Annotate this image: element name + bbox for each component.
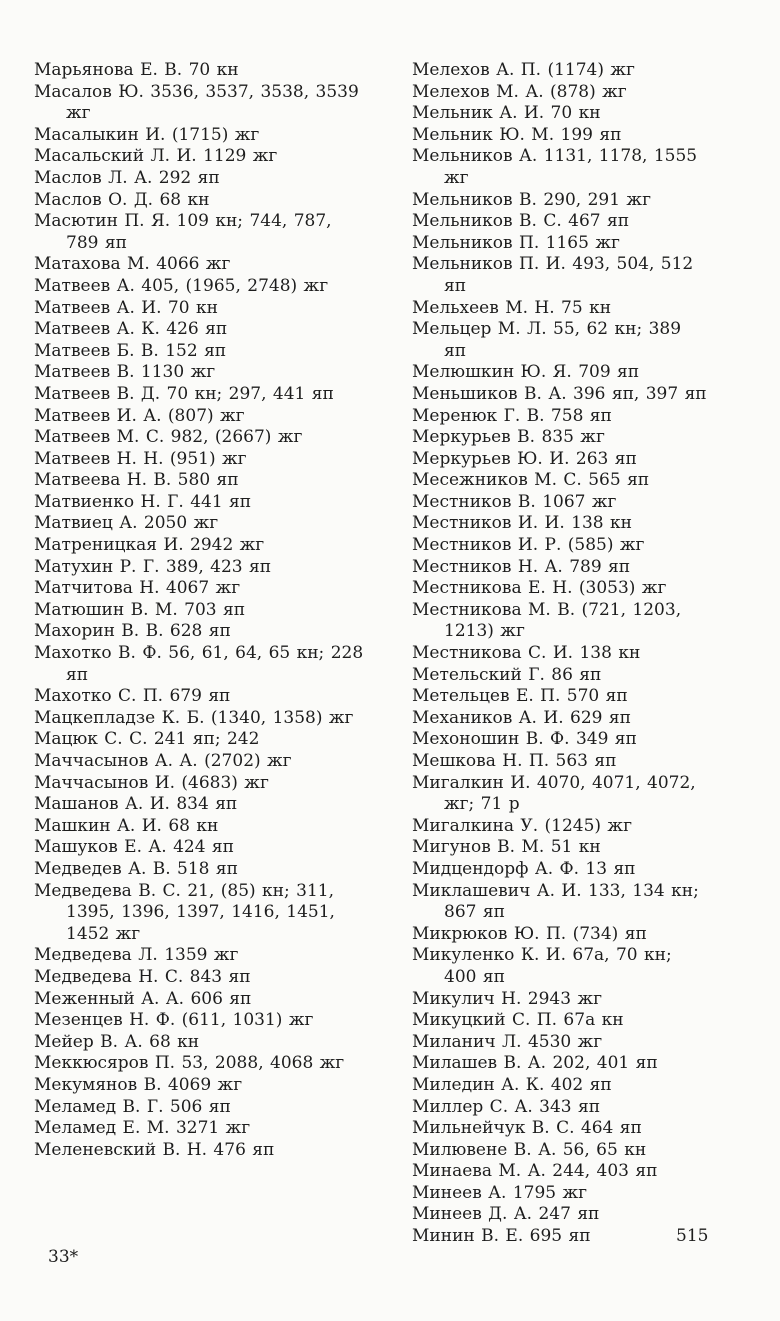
index-entry: Медведева В. С. 21, (85) кн; 311, 1395, 1396, 1397, 1416, 1451, 1452 жг bbox=[34, 880, 335, 944]
index-entry: Местникова М. В. (721, 1203, 1213) жг bbox=[412, 599, 682, 642]
index-entry: Мельник Ю. М. 199 яп bbox=[412, 124, 622, 145]
index-entry: Мацюк С. С. 241 яп; 242 bbox=[34, 729, 260, 750]
index-entry: Мигунов В. М. 51 кн bbox=[412, 837, 601, 858]
index-entry: Машанов А. И. 834 яп bbox=[34, 794, 238, 815]
index-entry: Милашев В. А. 202, 401 яп bbox=[412, 1053, 658, 1074]
index-entry: Матвеев А. К. 426 яп bbox=[34, 319, 228, 340]
index-entry: Микулич Н. 2943 жг bbox=[412, 988, 602, 1009]
index-entry: Мидцендорф А. Ф. 13 яп bbox=[412, 858, 636, 879]
index-entry: Машкин А. И. 68 кн bbox=[34, 815, 219, 836]
index-column-left bbox=[34, 60, 364, 1161]
index-entry: Марьянова Е. В. 70 кн bbox=[34, 60, 239, 80]
index-entry: Мельхеев М. Н. 75 кн bbox=[412, 297, 612, 318]
index-entry: Мелюшкин Ю. Я. 709 яп bbox=[412, 362, 640, 383]
index-entry: Матвиенко Н. Г. 441 яп bbox=[34, 491, 252, 512]
index-entry: Миклашевич А. И. 133, 134 кн; 867 яп bbox=[412, 880, 699, 923]
index-entry: Матвеев И. А. (807) жг bbox=[34, 405, 245, 426]
index-entry: Миледин А. К. 402 яп bbox=[412, 1074, 612, 1095]
index-entry: Мельцер М. Л. 55, 62 кн; 389 яп bbox=[412, 319, 682, 361]
index-column-right bbox=[412, 60, 708, 1248]
index-entry: Мелехов А. П. (1174) жг bbox=[412, 60, 635, 80]
index-entry: Матвеев В. 1130 жг bbox=[34, 362, 216, 383]
index-entry: Местников И. Р. (585) жг bbox=[412, 535, 645, 556]
index-entry: Машуков Е. А. 424 яп bbox=[34, 837, 234, 858]
index-entry: Матвеева Н. В. 580 яп bbox=[34, 470, 239, 491]
index-entry: Маччасынов И. (4683) жг bbox=[34, 772, 269, 793]
index-entry: Минин В. Е. 695 яп bbox=[412, 1226, 591, 1247]
index-entry: Мильнейчук В. С. 464 яп bbox=[412, 1118, 642, 1139]
signature-mark: 33* bbox=[48, 1247, 79, 1267]
index-entry: Минеев Д. А. 247 яп bbox=[412, 1204, 600, 1225]
index-entry: Меккюсяров П. 53, 2088, 4068 жг bbox=[34, 1053, 345, 1074]
index-entry: Медведева Л. 1359 жг bbox=[34, 945, 239, 966]
index-entry: Махотко С. П. 679 яп bbox=[34, 686, 231, 707]
index-entry: Мекумянов В. 4069 жг bbox=[34, 1074, 243, 1095]
index-entry: Матвиец А. 2050 жг bbox=[34, 513, 219, 534]
index-entry: Метельцев Е. П. 570 яп bbox=[412, 686, 628, 707]
index-entry: Минеев А. 1795 жг bbox=[412, 1182, 588, 1203]
index-entry: Меркурьев Ю. И. 263 яп bbox=[412, 448, 637, 469]
index-entry: Мельников П. 1165 жг bbox=[412, 232, 620, 253]
index-entry: Медведев А. В. 518 яп bbox=[34, 858, 238, 879]
index-entry: Мелехов М. А. (878) жг bbox=[412, 81, 627, 102]
index-entry: Масалов Ю. 3536, 3537, 3538, 3539 жг bbox=[34, 81, 359, 124]
index-entry: Меленевский В. Н. 476 яп bbox=[34, 1139, 275, 1160]
index-entry: Микуцкий С. П. 67а кн bbox=[412, 1010, 624, 1031]
index-entry: Матвеев Н. Н. (951) жг bbox=[34, 448, 247, 469]
index-entry: Матухин Р. Г. 389, 423 яп bbox=[34, 556, 272, 577]
index-entry: Местникова С. И. 138 кн bbox=[412, 643, 641, 664]
index-entry: Маслов Л. А. 292 яп bbox=[34, 167, 220, 188]
index-entry: Миланич Л. 4530 жг bbox=[412, 1031, 603, 1052]
index-entry: Местникова Е. Н. (3053) жг bbox=[412, 578, 667, 599]
index-entry: Матвеев Б. В. 152 яп bbox=[34, 340, 227, 361]
index-entry: Меламед В. Г. 506 яп bbox=[34, 1096, 231, 1117]
index-entry: Микуленко К. И. 67а, 70 кн; 400 яп bbox=[412, 945, 672, 987]
index-entry: Меламед Е. М. 3271 жг bbox=[34, 1118, 251, 1139]
index-entry: Меженный А. А. 606 яп bbox=[34, 988, 252, 1009]
index-entry: Матюшин В. М. 703 яп bbox=[34, 599, 246, 620]
index-entry: Матчитова Н. 4067 жг bbox=[34, 578, 241, 599]
index-entry: Местников И. И. 138 кн bbox=[412, 513, 632, 534]
index-entry: Механиков А. И. 629 яп bbox=[412, 707, 631, 728]
index-entry: Мацкепладзе К. Б. (1340, 1358) жг bbox=[34, 707, 354, 728]
index-entry: Меркурьев В. 835 жг bbox=[412, 427, 605, 448]
index-entry: Масалыкин И. (1715) жг bbox=[34, 124, 260, 145]
index-entry: Минаева М. А. 244, 403 яп bbox=[412, 1161, 658, 1182]
index-entry: Меньшиков В. А. 396 яп, 397 яп bbox=[412, 383, 707, 404]
index-entry: Местников Н. А. 789 яп bbox=[412, 556, 631, 577]
index-entry: Местников В. 1067 жг bbox=[412, 491, 617, 512]
index-entry: Масютин П. Я. 109 кн; 744, 787, 789 яп bbox=[34, 211, 332, 253]
index-entry: Милювене В. А. 56, 65 кн bbox=[412, 1139, 647, 1160]
index-entry: Месежников М. С. 565 яп bbox=[412, 470, 650, 491]
index-entry: Маслов О. Д. 68 кн bbox=[34, 189, 210, 210]
index-entry: Микрюков Ю. П. (734) яп bbox=[412, 923, 647, 944]
index-entry: Мельников В. 290, 291 жг bbox=[412, 189, 651, 210]
index-entry: Мигалкина У. (1245) жг bbox=[412, 815, 632, 836]
index-entry: Матреницкая И. 2942 жг bbox=[34, 535, 265, 556]
index-entry: Медведева Н. С. 843 яп bbox=[34, 966, 251, 987]
index-entry: Махорин В. В. 628 яп bbox=[34, 621, 231, 642]
page-number: 515 bbox=[676, 1226, 709, 1246]
index-entry: Матвеев А. И. 70 кн bbox=[34, 297, 218, 318]
index-entry: Махотко В. Ф. 56, 61, 64, 65 кн; 228 яп bbox=[34, 643, 364, 685]
index-entry: Матвеев М. С. 982, (2667) жг bbox=[34, 427, 303, 448]
index-entry: Меренюк Г. В. 758 яп bbox=[412, 405, 612, 426]
index-entry: Мигалкин И. 4070, 4071, 4072, жг; 71 р bbox=[412, 772, 696, 815]
index-entry: Мельник А. И. 70 кн bbox=[412, 103, 601, 124]
index-entry: Метельский Г. 86 яп bbox=[412, 664, 602, 685]
index-entry: Миллер С. А. 343 яп bbox=[412, 1096, 601, 1117]
index-entry: Мейер В. А. 68 кн bbox=[34, 1031, 200, 1052]
index-entry: Матвеев В. Д. 70 кн; 297, 441 яп bbox=[34, 383, 334, 404]
index-entry: Мельников А. 1131, 1178, 1555 жг bbox=[412, 146, 698, 188]
index-entry: Мельников П. И. 493, 504, 512 яп bbox=[412, 254, 694, 296]
index-entry: Матвеев А. 405, (1965, 2748) жг bbox=[34, 275, 329, 296]
index-entry: Мельников В. С. 467 яп bbox=[412, 211, 630, 232]
index-entry: Мешкова Н. П. 563 яп bbox=[412, 751, 617, 771]
index-entry: Мехоношин В. Ф. 349 яп bbox=[412, 729, 637, 750]
index-entry: Мезенцев Н. Ф. (611, 1031) жг bbox=[34, 1010, 314, 1031]
index-entry: Маччасынов А. А. (2702) жг bbox=[34, 751, 292, 771]
index-entry: Масальский Л. И. 1129 жг bbox=[34, 146, 278, 167]
index-entry: Матахова М. 4066 жг bbox=[34, 254, 231, 275]
